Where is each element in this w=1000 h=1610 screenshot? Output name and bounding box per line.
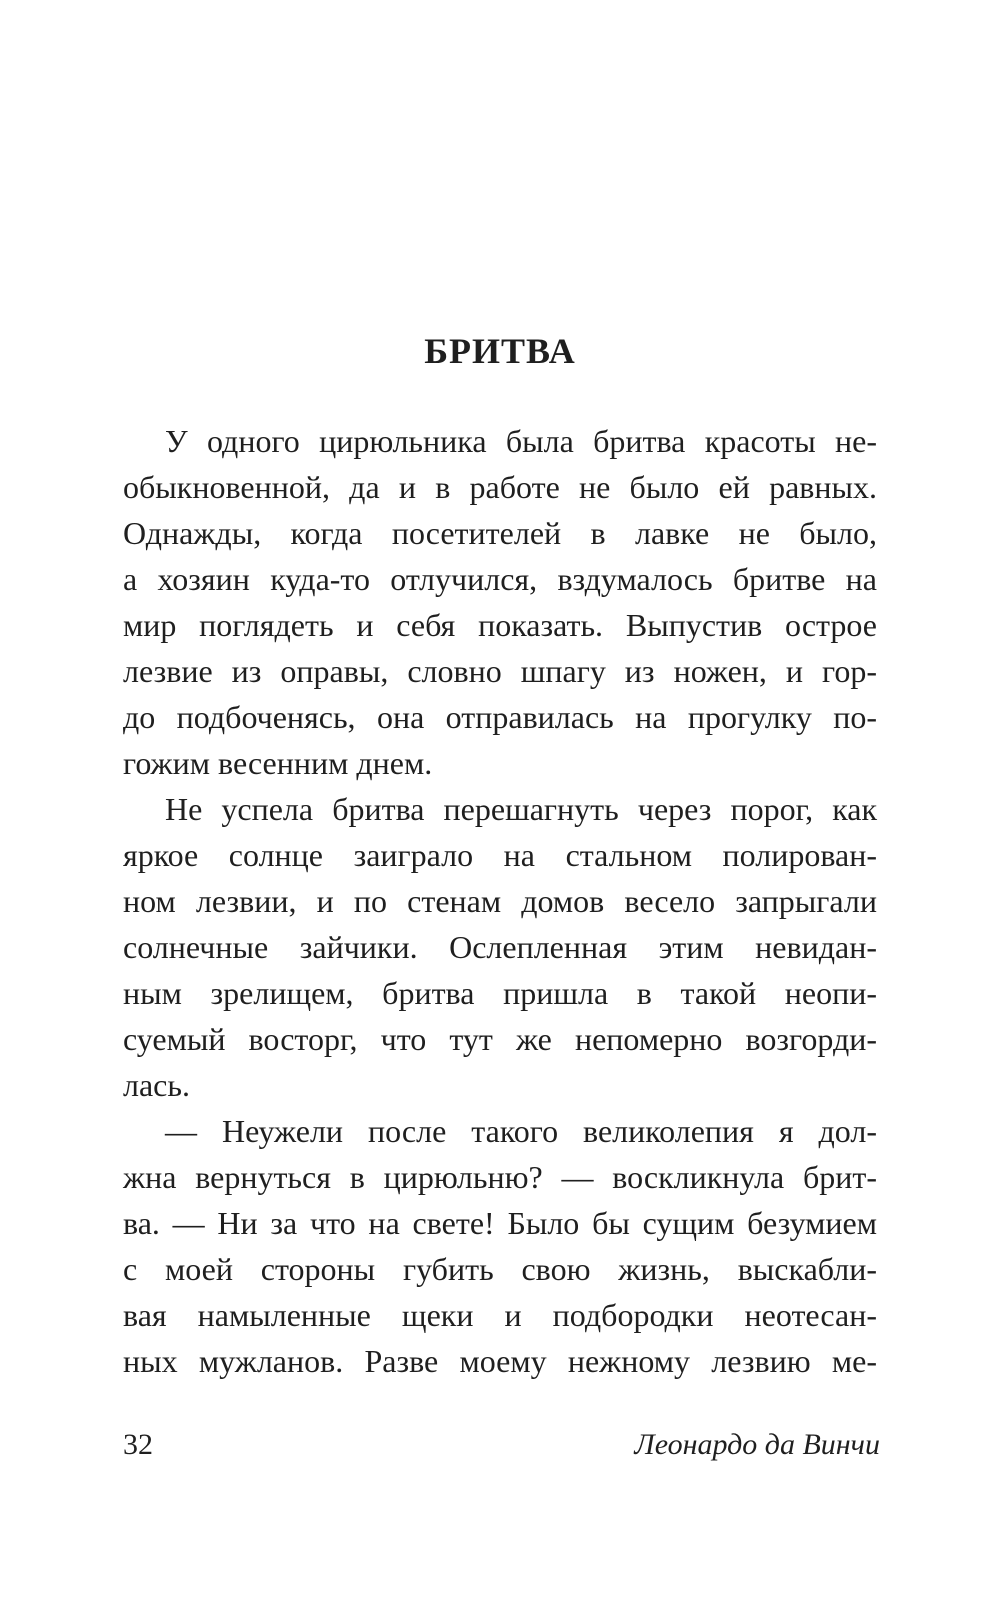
text-line: лезвие из оправы, словно шпагу из ножен, и гор-	[123, 653, 877, 689]
text-line: ных мужланов. Разве моему нежному лезвию ме-	[123, 1343, 877, 1379]
text-line: а хозяин куда-то отлучился, вздумалось бритве на	[123, 561, 877, 597]
text-line: суемый восторг, что тут же непомерно возгорди-	[123, 1021, 877, 1057]
chapter-title: БРИТВА	[424, 331, 576, 371]
text-line: ном лезвии, и по стенам домов весело запрыгали	[123, 883, 877, 919]
running-footer-author: Леонардо да Винчи	[634, 1428, 880, 1461]
text-line: жна вернуться в цирюльню? — воскликнула брит-	[123, 1159, 877, 1195]
text-line: до подбоченясь, она отправилась на прогулку по-	[123, 699, 877, 735]
text-line: Не успела бритва перешагнуть через порог, как	[165, 791, 877, 827]
text-line: обыкновенной, да и в работе не было ей равных.	[123, 469, 877, 505]
text-line: с моей стороны губить свою жизнь, выскабли-	[123, 1251, 877, 1287]
text-line: ва. — Ни за что на свете! Было бы сущим безумием	[123, 1205, 877, 1241]
text-line: гожим весенним днем.	[123, 745, 433, 781]
text-line: У одного цирюльника была бритва красоты не-	[165, 423, 877, 459]
text-line: яркое солнце заиграло на стальном полирован-	[123, 837, 877, 873]
text-line: — Неужели после такого великолепия я дол-	[165, 1113, 877, 1149]
text-line: солнечные зайчики. Ослепленная этим невидан-	[123, 929, 877, 965]
page-number: 32	[123, 1428, 153, 1461]
text-line: лась.	[123, 1067, 190, 1103]
text-line: Однажды, когда посетителей в лавке не было,	[123, 515, 877, 551]
text-line: ным зрелищем, бритва пришла в такой неопи-	[123, 975, 877, 1011]
text-line: вая намыленные щеки и подбородки неотесан-	[123, 1297, 877, 1333]
text-line: мир поглядеть и себя показать. Выпустив острое	[123, 607, 877, 643]
